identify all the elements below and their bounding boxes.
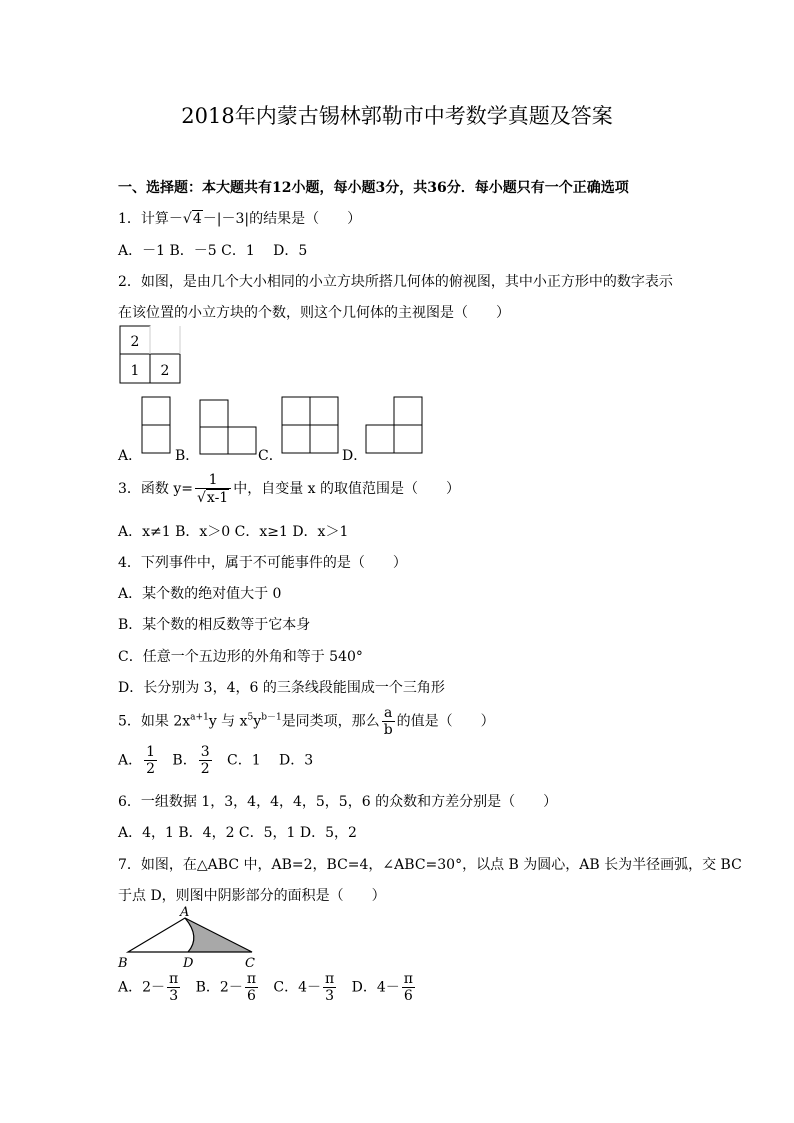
q7-b-den: 6 — [246, 988, 256, 1005]
q7-option-d-label: D． — [351, 979, 377, 996]
question-3-options: A．x≠1 B．x＞0 C．x≥1 D．x＞1 — [118, 524, 349, 540]
q7-d-den: 6 — [403, 988, 413, 1005]
question-2-line1: 2．如图，是由几个大小相同的小立方块所搭几何体的俯视图，其中小正方形中的数字表示 — [118, 274, 673, 290]
section-heading: 一、选择题：本大题共有12小题，每小题3分，共36分．每小题只有一个正确选项 — [118, 180, 629, 196]
q5-exp-1: a+1 — [190, 712, 209, 723]
q7-a-num: π — [169, 971, 179, 987]
q1-radicand: 4 — [192, 211, 202, 227]
q5-text-1: 5．如果 2x — [118, 713, 191, 730]
q7-option-c-fraction — [323, 971, 336, 1004]
q7-option-b-label: B． — [195, 979, 220, 996]
question-5-options — [118, 744, 313, 777]
q5-option-cd: C．1 D．3 — [226, 752, 314, 769]
grid-cell-top: 2 — [130, 334, 140, 350]
q7-option-c-label: C． — [273, 979, 299, 996]
top-view-grid — [120, 326, 180, 383]
q7-option-a-label: A． — [118, 979, 143, 996]
q5-b-num: 3 — [200, 744, 210, 760]
q7-option-b-lead: 2－ — [219, 979, 243, 996]
q2-option-d-label: D． — [342, 448, 368, 464]
question-1-options: A．－1 B．－5 C．1 D．5 — [118, 243, 308, 259]
q3-prefix: 3．函数 y= — [118, 481, 193, 498]
q7-option-d-lead: 4－ — [376, 979, 400, 996]
sqrt-sign: √ — [182, 211, 192, 227]
q7-option-a-fraction — [167, 971, 180, 1004]
question-7-line2: 于点 D，则图中阴影部分的面积是（ ） — [118, 888, 386, 904]
q7-c-num: π — [325, 971, 335, 987]
option-a-view — [142, 397, 170, 453]
q3-denominator: √x-1 — [197, 490, 229, 507]
q5-option-a-label: A． — [118, 752, 143, 769]
grid-cell-bottom-right: 2 — [160, 363, 170, 379]
q5-frac-den: b — [383, 722, 393, 739]
question-5-stem — [118, 705, 495, 738]
q5-exp-2: 5 — [247, 712, 254, 723]
option-d-view — [366, 397, 422, 453]
q5-text-5: 的值是（ ） — [396, 713, 495, 730]
q7-a-den: 3 — [169, 988, 179, 1005]
q5-frac-num: a — [382, 705, 395, 722]
question-7-line1: 7．如图，在△ABC 中，AB=2，BC=4，∠ABC=30°，以点 B 为圆心，AB 长为半径画弧，交 BC — [118, 857, 742, 873]
q4-option-c: C．任意一个五边形的外角和等于 540° — [118, 649, 363, 665]
question-6-stem: 6．一组数据 1，3，4，4，4，5，5，6 的众数和方差分别是（ ） — [118, 794, 558, 810]
q3-radicand: x-1 — [206, 490, 229, 507]
q5-a-num: 1 — [146, 744, 156, 760]
question-2-line2: 在该位置的小立方块的个数，则这个几何体的主视图是（ ） — [118, 305, 510, 321]
q7-c-den: 3 — [325, 988, 335, 1005]
q5-exp-3: b－1 — [261, 712, 282, 723]
q7-option-b-fraction — [245, 971, 258, 1004]
q5-option-a-fraction — [144, 744, 157, 777]
q5-fraction — [382, 705, 395, 738]
q5-text-2: y 与 x — [208, 713, 248, 730]
label-a: A — [180, 905, 190, 920]
q5-text-3: y — [253, 713, 262, 730]
q1-suffix: －|－3|的结果是（ ） — [202, 211, 362, 227]
question-3-stem — [118, 472, 460, 506]
q7-option-c-lead: 4－ — [298, 979, 322, 996]
q5-a-den: 2 — [146, 761, 156, 778]
q7-b-num: π — [246, 971, 257, 987]
q5-b-den: 2 — [200, 761, 210, 778]
q5-option-b-fraction — [199, 744, 212, 777]
q7-option-d-fraction — [402, 971, 415, 1004]
label-b: B — [118, 956, 128, 971]
question-7-options — [118, 971, 417, 1004]
q3-suffix: 中，自变量 x 的取值范围是（ ） — [233, 481, 461, 498]
q5-text-4: 是同类项，那么 — [281, 713, 380, 730]
q4-option-a: A．某个数的绝对值大于 0 — [118, 586, 282, 602]
q1-prefix: 1．计算－ — [118, 211, 183, 227]
q3-fraction — [195, 472, 231, 506]
q3-numerator: 1 — [195, 472, 231, 489]
question-6-options: A．4，1 B．4，2 C．5，1 D．5，2 — [118, 825, 357, 841]
q2-option-c-label: C． — [258, 448, 283, 464]
grid-cell-bottom-left: 1 — [130, 363, 140, 379]
triangle-figure — [128, 918, 252, 952]
q2-option-b-label: B． — [175, 448, 200, 464]
option-c-view — [282, 397, 338, 453]
label-c: C — [245, 956, 255, 971]
q7-d-num: π — [403, 971, 413, 987]
label-d: D — [183, 956, 194, 971]
q4-option-d: D．长分别为 3，4，6 的三条线段能围成一个三角形 — [118, 680, 445, 696]
q4-option-b: B．某个数的相反数等于它本身 — [118, 617, 311, 633]
option-b-view — [200, 400, 256, 454]
question-4-stem: 4．下列事件中，属于不可能事件的是（ ） — [118, 555, 407, 571]
q7-option-a-lead: 2－ — [142, 979, 166, 996]
q5-option-b-label: B． — [172, 752, 197, 769]
q2-option-a-label: A． — [118, 448, 143, 464]
page-title: 2018年内蒙古锡林郭勒市中考数学真题及答案 — [181, 104, 613, 128]
